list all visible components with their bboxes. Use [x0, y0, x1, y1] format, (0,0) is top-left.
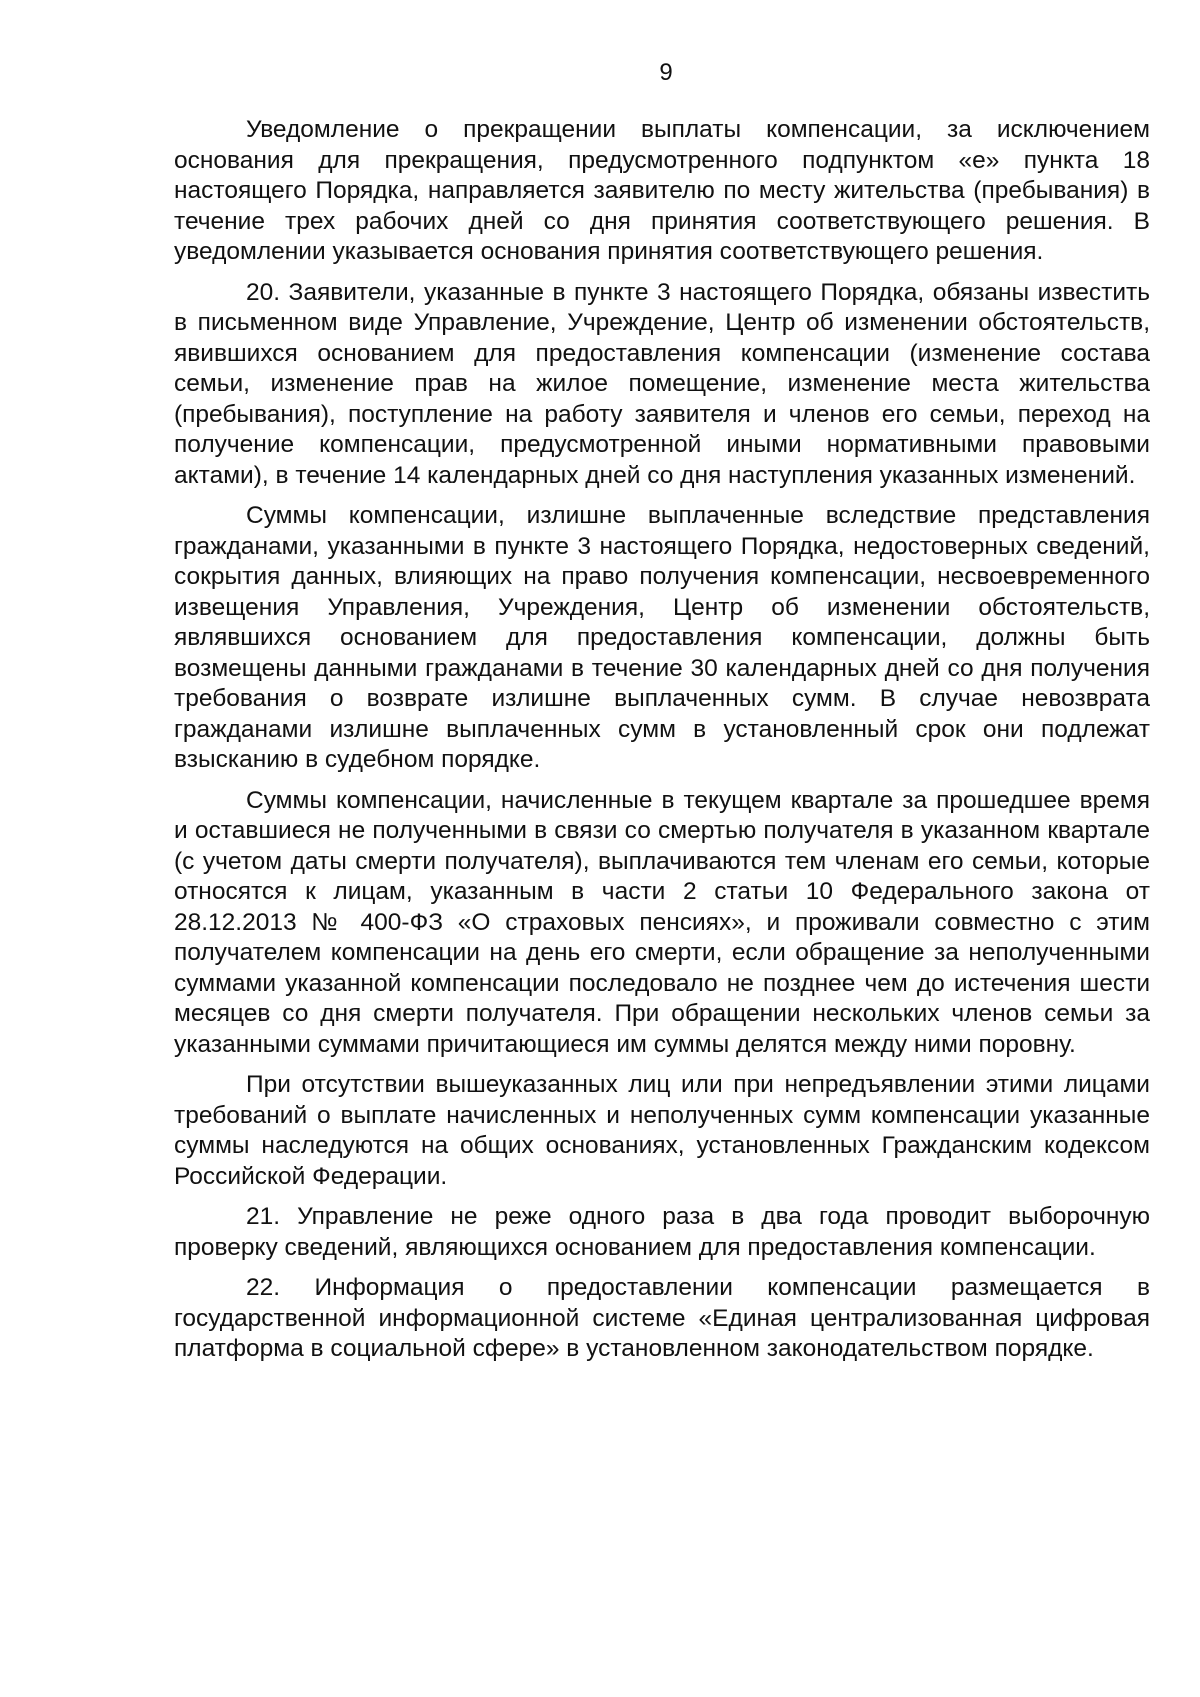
page-number: 9: [659, 59, 673, 86]
paragraph-unpaid-sums-death: Суммы компенсации, начисленные в текущем квартале за прошедшее время и оставшиеся не полученными в связи со смертью получателя в указанном квартале (с учетом даты смерти получателя), выплачиваются тем членам его семьи, которые относятся к лицам, указанным в части 2 статьи 10 Федерального закона от 28.12.2013 № 400-ФЗ «О страховых пенсиях», и проживали совместно с этим получателем компенсации на день его смерти, если обращение за неполученными суммами указанной компенсации последовало не позднее чем до истечения шести месяцев со дня смерти получателя. При обращении нескольких членов семьи за указанными суммами причитающиеся им суммы делятся между ними поровну.: [174, 786, 1150, 1058]
paragraph-inheritance: При отсутствии вышеуказанных лиц или при непредъявлении этими лицами требований о выплате начисленных и неполученных сумм компенсации указанные суммы наследуются на общих основаниях, установленных Гражданским кодексом Российской Федерации.: [174, 1071, 1150, 1190]
paragraph-termination-notice: Уведомление о прекращении выплаты компенсации, за исключением основания для прекращения, предусмотренного подпунктом «е» пункта 18 настоящего Порядка, направляется заявителю по месту жительства (пребывания) в течение трех рабочих дней со дня принятия соответствующего решения. В уведомлении указывается основания принятия соответствующего решения.: [174, 116, 1150, 265]
paragraph-item-21: 21. Управление не реже одного раза в два года проводит выборочную проверку сведений, являющихся основанием для предоставления компенсации.: [174, 1203, 1150, 1261]
paragraph-item-22: 22. Информация о предоставлении компенсации размещается в государственной информационной системе «Единая централизованная цифровая платформа в социальной сфере» в установленном законодательством порядке.: [174, 1274, 1150, 1362]
paragraph-item-20: 20. Заявители, указанные в пункте 3 настоящего Порядка, обязаны известить в письменном виде Управление, Учреждение, Центр об изменении обстоятельств, явившихся основанием для предоставления компенсации (изменение состава семьи, изменение прав на жилое помещение, изменение места жительства (пребывания), поступление на работу заявителя и членов его семьи, переход на получение компенсации, предусмотренной иными нормативными правовыми актами), в течение 14 календарных дней со дня наступления указанных изменений.: [174, 278, 1150, 489]
document-body: [174, 115, 1150, 1375]
paragraph-overpaid-sums: Суммы компенсации, излишне выплаченные вследствие представления гражданами, указанными в пункте 3 настоящего Порядка, недостоверных сведений, сокрытия данных, влияющих на право получения компенсации, несвоевременного извещения Управления, Учреждения, Центр об изменении обстоятельств, являвшихся основанием для предоставления компенсации, должны быть возмещены данными гражданами в течение 30 календарных дней со дня получения требования о возврате излишне выплаченных сумм. В случае невозврата гражданами излишне выплаченных сумм в установленный срок они подлежат взысканию в судебном порядке.: [174, 502, 1150, 773]
